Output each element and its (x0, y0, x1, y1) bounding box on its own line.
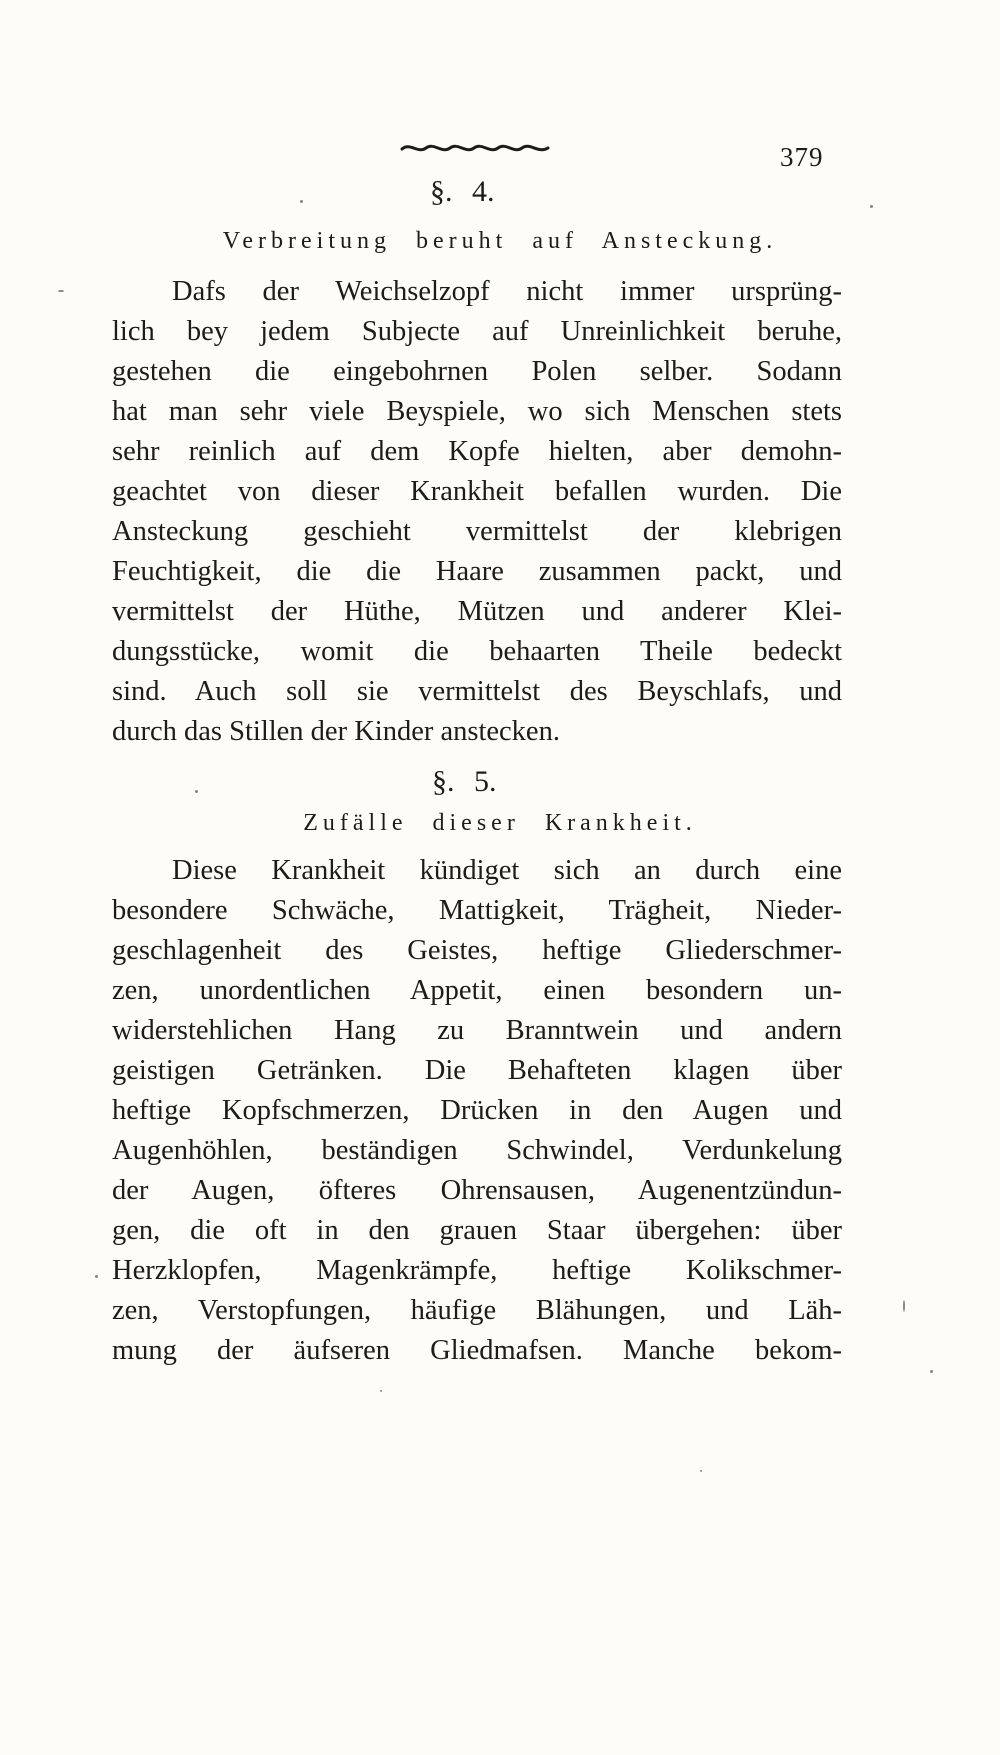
text-line: Augenhöhlen, beständigen Schwindel, Verdunkelung (112, 1135, 842, 1166)
paper-speck (700, 1470, 702, 1472)
text-line: der Augen, öfteres Ohrensausen, Augenentzündun- (112, 1175, 842, 1206)
text-line: gen, die oft in den grauen Staar übergehen: über (112, 1215, 842, 1246)
text-line: zen, Verstopfungen, häufige Blähungen, und Läh- (112, 1295, 842, 1326)
text-line: widerstehlichen Hang zu Branntwein und andern (112, 1015, 842, 1046)
paper-speck (58, 290, 64, 292)
paper-speck (380, 1390, 382, 1392)
paper-speck (95, 1275, 98, 1278)
text-line: zen, unordentlichen Appetit, einen besondern un- (112, 975, 842, 1006)
text-line: geachtet von dieser Krankheit befallen wurden. Die (112, 476, 842, 507)
page-number: 379 (780, 142, 824, 172)
text-line: besondere Schwäche, Mattigkeit, Trägheit, Nieder- (112, 895, 842, 926)
text-line: vermittelst der Hüthe, Mützen und anderer Klei- (112, 596, 842, 627)
text-line: hat man sehr viele Beyspiele, wo sich Menschen stets (112, 396, 842, 427)
paper-speck (870, 205, 873, 208)
text-line: Diese Krankheit kündiget sich an durch eine (172, 855, 842, 886)
text-line: Dafs der Weichselzopf nicht immer ursprüng- (172, 276, 842, 307)
text-line: lich bey jedem Subjecte auf Unreinlichkeit beruhe, (112, 316, 842, 347)
section-heading-5: §. 5. (432, 765, 497, 798)
paper-speck (195, 790, 198, 793)
text-line: sehr reinlich auf dem Kopfe hielten, aber demohn- (112, 436, 842, 467)
text-line: mung der äufseren Gliedmafsen. Manche bekom- (112, 1335, 842, 1366)
text-line: durch das Stillen der Kinder anstecken. (112, 716, 560, 747)
text-line: Ansteckung geschieht vermittelst der klebrigen (112, 516, 842, 547)
text-line: sind. Auch soll sie vermittelst des Beyschlafs, und (112, 676, 842, 707)
text-line: geschlagenheit des Geistes, heftige Gliederschmer- (112, 935, 842, 966)
text-line: Feuchtigkeit, die die Haare zusammen packt, und (112, 556, 842, 587)
paper-speck (300, 200, 303, 203)
section-title-5: Zufälle dieser Krankheit. (303, 810, 697, 836)
text-line: gestehen die eingebohrnen Polen selber. Sodann (112, 356, 842, 387)
section-heading-4: §. 4. (430, 175, 495, 208)
section-title-4: Verbreitung beruht auf Ansteckung. (222, 228, 778, 254)
text-line: Herzklopfen, Magenkrämpfe, heftige Kolikschmer- (112, 1255, 842, 1286)
text-line: geistigen Getränken. Die Behafteten klagen über (112, 1055, 842, 1086)
text-line: dungsstücke, womit die behaarten Theile bedeckt (112, 636, 842, 667)
paper-speck (930, 1370, 933, 1373)
text-line: heftige Kopfschmerzen, Drücken in den Augen und (112, 1095, 842, 1126)
paper-speck (903, 1300, 905, 1312)
wavy-ornament-icon (400, 140, 550, 156)
